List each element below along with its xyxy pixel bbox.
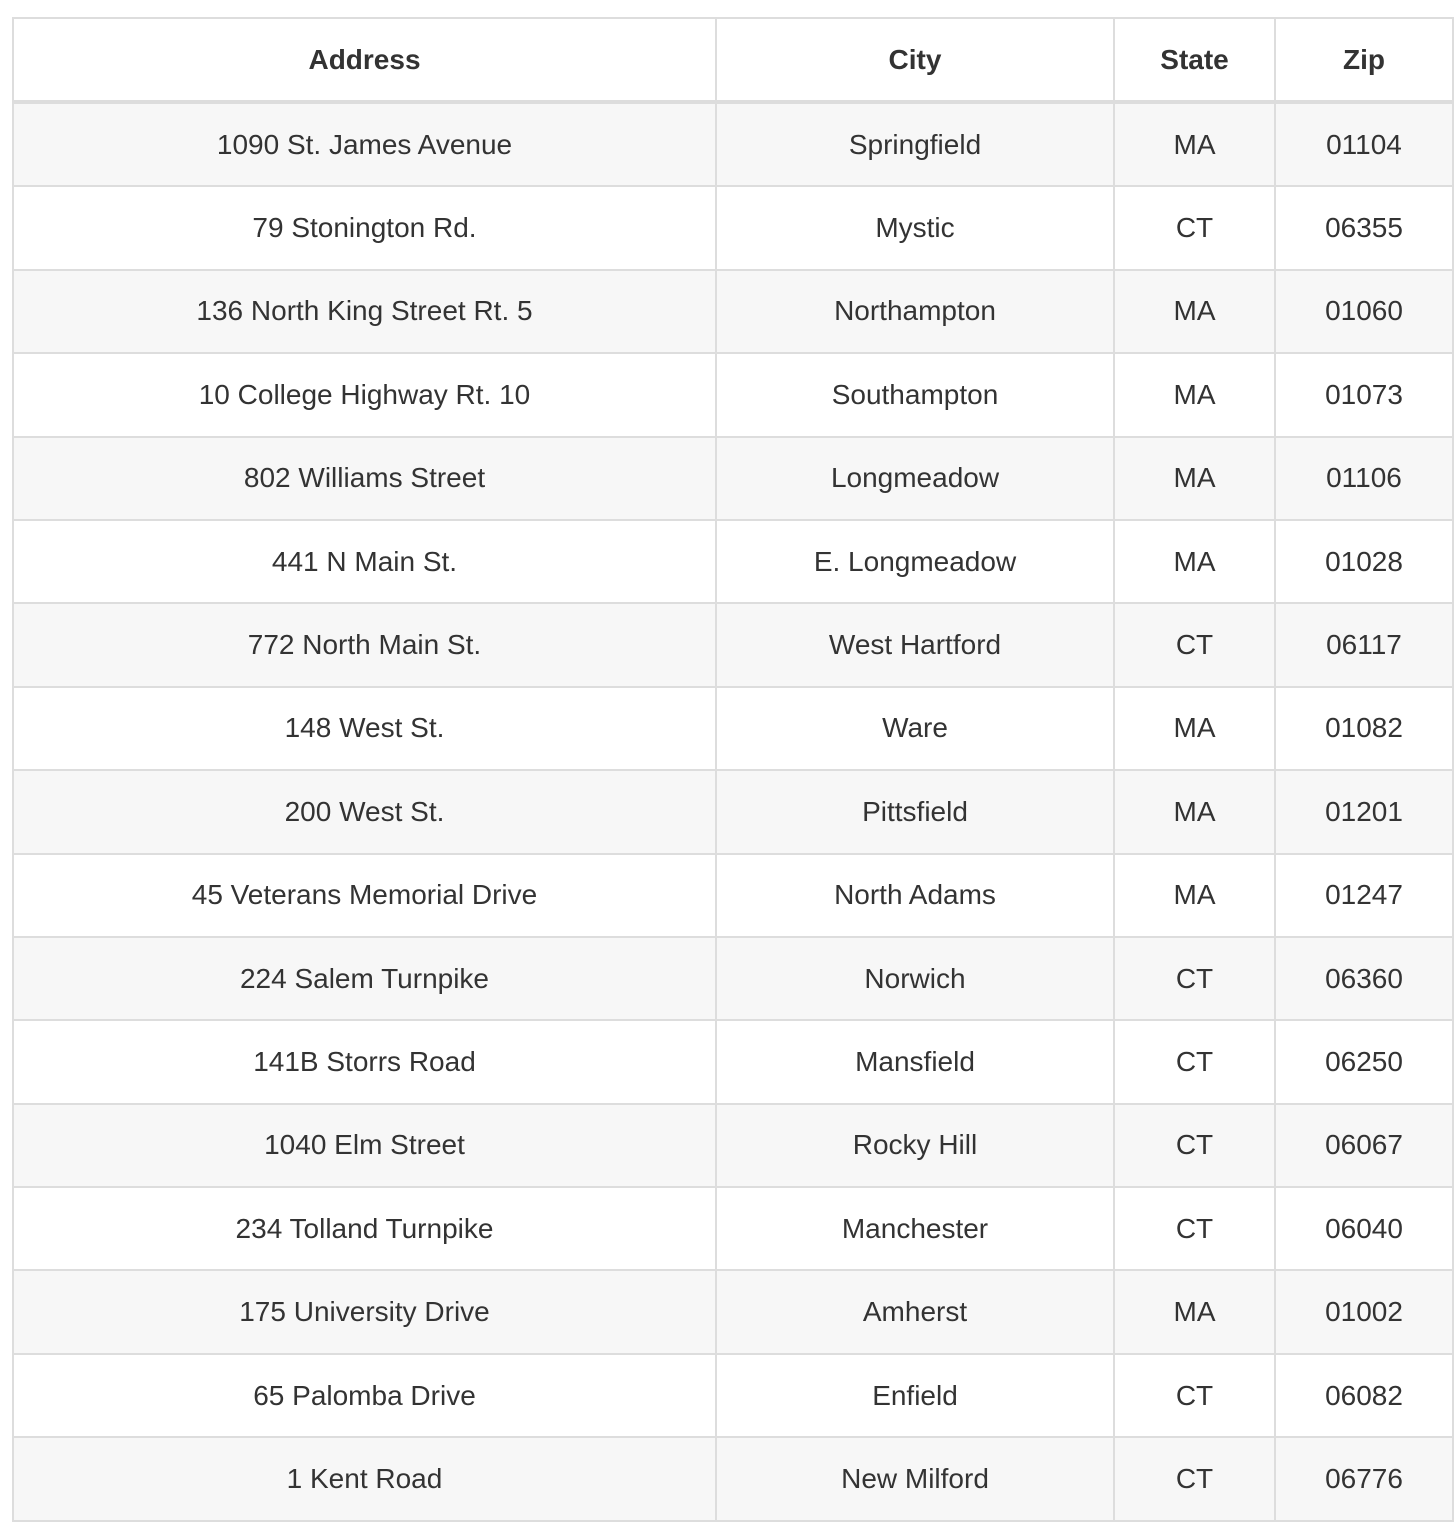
cell-city: Springfield bbox=[716, 102, 1114, 186]
cell-state: MA bbox=[1114, 270, 1275, 353]
cell-city: Mansfield bbox=[716, 1020, 1114, 1103]
column-header-address: Address bbox=[13, 18, 716, 102]
cell-state: CT bbox=[1114, 1437, 1275, 1520]
cell-address: 772 North Main St. bbox=[13, 603, 716, 686]
cell-state: MA bbox=[1114, 437, 1275, 520]
cell-city: Ware bbox=[716, 687, 1114, 770]
cell-zip: 01247 bbox=[1275, 854, 1453, 937]
cell-zip: 01060 bbox=[1275, 270, 1453, 353]
cell-state: CT bbox=[1114, 1187, 1275, 1270]
cell-address: 1090 St. James Avenue bbox=[13, 102, 716, 186]
cell-city: Norwich bbox=[716, 937, 1114, 1020]
cell-zip: 01082 bbox=[1275, 687, 1453, 770]
cell-zip: 06082 bbox=[1275, 1354, 1453, 1437]
cell-address: 1040 Elm Street bbox=[13, 1104, 716, 1187]
cell-zip: 06776 bbox=[1275, 1437, 1453, 1520]
locations-table bbox=[12, 17, 1454, 1522]
table-row bbox=[13, 770, 1453, 853]
cell-city: New Milford bbox=[716, 1437, 1114, 1520]
table-row bbox=[13, 1354, 1453, 1437]
table-body bbox=[13, 102, 1453, 1521]
cell-state: CT bbox=[1114, 1354, 1275, 1437]
table-row bbox=[13, 1437, 1453, 1520]
cell-city: West Hartford bbox=[716, 603, 1114, 686]
cell-city: Amherst bbox=[716, 1270, 1114, 1353]
cell-zip: 06067 bbox=[1275, 1104, 1453, 1187]
cell-address: 45 Veterans Memorial Drive bbox=[13, 854, 716, 937]
header-row bbox=[13, 18, 1453, 102]
cell-state: MA bbox=[1114, 770, 1275, 853]
cell-city: Mystic bbox=[716, 186, 1114, 269]
table-row bbox=[13, 1020, 1453, 1103]
table-row bbox=[13, 1104, 1453, 1187]
cell-zip: 06355 bbox=[1275, 186, 1453, 269]
table-row bbox=[13, 437, 1453, 520]
cell-zip: 06040 bbox=[1275, 1187, 1453, 1270]
locations-table-container bbox=[12, 17, 1452, 1522]
cell-zip: 06117 bbox=[1275, 603, 1453, 686]
cell-state: CT bbox=[1114, 937, 1275, 1020]
cell-address: 136 North King Street Rt. 5 bbox=[13, 270, 716, 353]
column-header-state: State bbox=[1114, 18, 1275, 102]
table-row bbox=[13, 520, 1453, 603]
cell-city: Longmeadow bbox=[716, 437, 1114, 520]
table-row bbox=[13, 854, 1453, 937]
cell-state: MA bbox=[1114, 102, 1275, 186]
cell-city: E. Longmeadow bbox=[716, 520, 1114, 603]
cell-state: MA bbox=[1114, 353, 1275, 436]
table-header bbox=[13, 18, 1453, 102]
table-row bbox=[13, 687, 1453, 770]
cell-zip: 01106 bbox=[1275, 437, 1453, 520]
cell-state: CT bbox=[1114, 186, 1275, 269]
table-row bbox=[13, 270, 1453, 353]
table-row bbox=[13, 1187, 1453, 1270]
cell-address: 1 Kent Road bbox=[13, 1437, 716, 1520]
cell-state: CT bbox=[1114, 1020, 1275, 1103]
cell-address: 79 Stonington Rd. bbox=[13, 186, 716, 269]
cell-address: 141B Storrs Road bbox=[13, 1020, 716, 1103]
table-row bbox=[13, 102, 1453, 186]
cell-city: Rocky Hill bbox=[716, 1104, 1114, 1187]
cell-city: Pittsfield bbox=[716, 770, 1114, 853]
cell-state: MA bbox=[1114, 520, 1275, 603]
cell-address: 200 West St. bbox=[13, 770, 716, 853]
cell-state: MA bbox=[1114, 854, 1275, 937]
cell-city: Southampton bbox=[716, 353, 1114, 436]
cell-zip: 06360 bbox=[1275, 937, 1453, 1020]
cell-address: 175 University Drive bbox=[13, 1270, 716, 1353]
cell-state: CT bbox=[1114, 603, 1275, 686]
cell-address: 802 Williams Street bbox=[13, 437, 716, 520]
cell-zip: 01028 bbox=[1275, 520, 1453, 603]
table-row bbox=[13, 937, 1453, 1020]
cell-state: CT bbox=[1114, 1104, 1275, 1187]
column-header-city: City bbox=[716, 18, 1114, 102]
cell-state: MA bbox=[1114, 687, 1275, 770]
cell-address: 224 Salem Turnpike bbox=[13, 937, 716, 1020]
cell-zip: 01073 bbox=[1275, 353, 1453, 436]
cell-address: 65 Palomba Drive bbox=[13, 1354, 716, 1437]
cell-zip: 01201 bbox=[1275, 770, 1453, 853]
table-row bbox=[13, 1270, 1453, 1353]
cell-zip: 06250 bbox=[1275, 1020, 1453, 1103]
cell-zip: 01104 bbox=[1275, 102, 1453, 186]
column-header-zip: Zip bbox=[1275, 18, 1453, 102]
cell-city: Northampton bbox=[716, 270, 1114, 353]
cell-address: 10 College Highway Rt. 10 bbox=[13, 353, 716, 436]
cell-city: Manchester bbox=[716, 1187, 1114, 1270]
table-row bbox=[13, 353, 1453, 436]
cell-state: MA bbox=[1114, 1270, 1275, 1353]
cell-city: North Adams bbox=[716, 854, 1114, 937]
cell-address: 234 Tolland Turnpike bbox=[13, 1187, 716, 1270]
cell-city: Enfield bbox=[716, 1354, 1114, 1437]
cell-address: 441 N Main St. bbox=[13, 520, 716, 603]
cell-zip: 01002 bbox=[1275, 1270, 1453, 1353]
table-row bbox=[13, 603, 1453, 686]
cell-address: 148 West St. bbox=[13, 687, 716, 770]
table-row bbox=[13, 186, 1453, 269]
